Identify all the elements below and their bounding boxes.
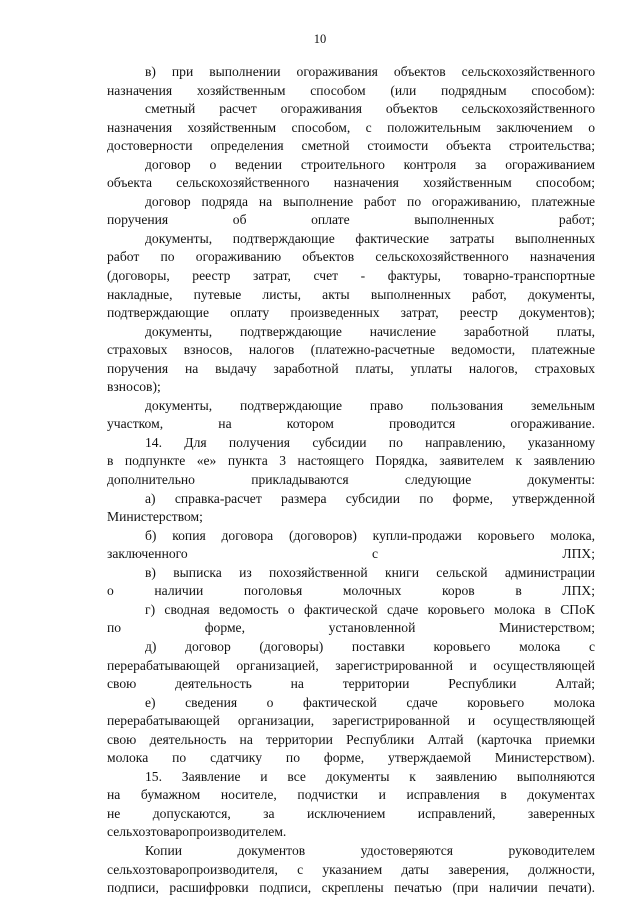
paragraph: документы, подтверждающие начисление заработной платы, страховых взносов, налогов (платежно-расчетные ведомости, платежные поручения на выдачу заработной платы, уплаты налогов, страховых взносов); — [107, 323, 595, 395]
paragraph: в) выписка из похозяйственной книги сельской администрации о наличии поголовья молочных коров в ЛПХ; — [107, 564, 595, 599]
paragraph: документы, подтверждающие фактические затраты выполненных работ по огораживанию объектов сельскохозяйственного назначения (договоры, реестр затрат, счет - фактуры, товарно-транспортные накладные, путевые листы, акты выполненных работ, документы, подтверждающие оплату произведенных затрат, реестр документов); — [107, 230, 595, 321]
paragraph: е) сведения о фактической сдаче коровьего молока перерабатывающей организации, зарегистрированной и осуществляющей свою деятельность на территории Республики Алтай (карточка приемки молока по сдатчику по форме, утверждаемой Министерством). — [107, 694, 595, 766]
paragraph: сметный расчет огораживания объектов сельскохозяйственного назначения хозяйственным способом, с положительным заключением о достоверности определения сметной стоимости объекта строительства; — [107, 101, 595, 154]
paragraph: договор о ведении строительного контроля за огораживанием объекта сельскохозяйственного назначения хозяйственным способом; — [107, 156, 595, 191]
paragraph: договор подряда на выполнение работ по огораживанию, платежные поручения об оплате выполненных работ; — [107, 193, 595, 228]
page-number: 10 — [313, 32, 327, 46]
paragraph: Копии документов удостоверяются руководителем сельхозтоваропроизводителя, с указанием даты заверения, должности, подписи, расшифровки подписи, скреплены печатью (при наличии печати). — [107, 842, 595, 896]
paragraph: д) договор (договоры) поставки коровьего молока с перерабатывающей организацией, зарегистрированной и осуществляющей свою деятельность на территории Республики Алтай; — [107, 638, 595, 692]
paragraph: б) копия договора (договоров) купли-продажи коровьего молока, заключенного с ЛПХ; — [107, 527, 595, 562]
paragraph: г) сводная ведомость о фактической сдаче коровьего молока в СПоК по форме, установленной Министерством; — [107, 601, 595, 636]
paragraph: 15. Заявление и все документы к заявлению выполняются на бумажном носителе, подчистки и исправления в документах не допускаются, за исключением исправлений, заверенных сельхозтоваропроизводителем. — [107, 768, 595, 840]
paragraph: а) справка-расчет размера субсидии по форме, утвержденной Министерством; — [107, 490, 595, 525]
paragraph: 14. Для получения субсидии по направлению, указанному в подпункте «е» пункта 3 настоящего Порядка, заявителем к заявлению дополнительно прикладываются следующие документы: — [107, 434, 595, 488]
paragraph: в) при выполнении огораживания объектов сельскохозяйственного назначения хозяйственным способом (или подрядным способом): — [107, 64, 595, 98]
paragraph: документы, подтверждающие право пользования земельным участком, на котором проводится огораживание. — [107, 397, 595, 432]
document-body — [107, 63, 595, 898]
